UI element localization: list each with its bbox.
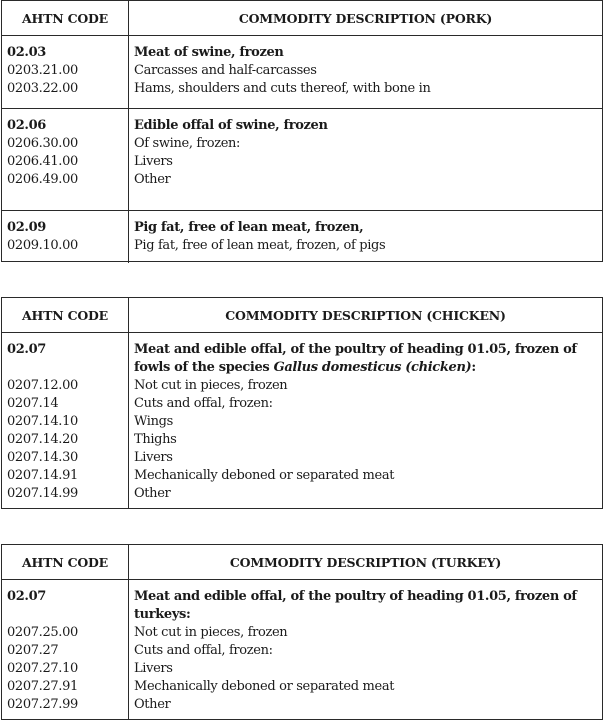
item-description: Other (134, 486, 171, 501)
code-cell (2, 211, 129, 263)
item-description: Thighs (134, 432, 177, 447)
item-code: 0207.27.99 (7, 697, 78, 712)
pork-commodity-table (1, 0, 603, 262)
code-cell (2, 109, 129, 210)
heading-description-line2 (134, 359, 602, 377)
header-commodity-description: COMMODITY DESCRIPTION (CHICKEN) (225, 307, 506, 323)
heading-description-line1: Meat and edible offal, of the poultry of heading 01.05, frozen of (134, 342, 577, 357)
table-row (2, 36, 602, 109)
heading-description: Edible offal of swine, frozen (134, 118, 328, 133)
item-description: Livers (134, 450, 173, 465)
heading-description: Meat of swine, frozen (134, 45, 284, 60)
header-ahtn-code: AHTN CODE (2, 298, 129, 332)
description-cell (129, 109, 602, 210)
chicken-commodity-table (1, 297, 603, 509)
item-code: 0207.14.91 (7, 468, 78, 483)
item-description: Pig fat, free of lean meat, frozen, of pigs (134, 238, 386, 253)
item-code: 0209.10.00 (7, 238, 78, 253)
description-cell (129, 333, 602, 509)
item-code: 0206.41.00 (7, 154, 78, 169)
item-code: 0207.27.91 (7, 679, 78, 694)
heading-description-suffix: : (471, 360, 476, 375)
heading-code: 02.09 (7, 220, 46, 235)
heading-code: 02.03 (7, 45, 46, 60)
item-description: Livers (134, 154, 173, 169)
description-cell (129, 580, 602, 720)
item-description: Mechanically deboned or separated meat (134, 679, 395, 694)
item-code: 0207.14.30 (7, 450, 78, 465)
description-cell (129, 36, 602, 108)
heading-code: 02.06 (7, 118, 46, 133)
item-code: 0207.25.00 (7, 625, 78, 640)
heading-code: 02.07 (7, 342, 46, 357)
item-description: Not cut in pieces, frozen (134, 378, 288, 393)
code-cell (2, 36, 129, 108)
item-code: 0207.12.00 (7, 378, 78, 393)
item-description: Carcasses and half-carcasses (134, 63, 317, 78)
turkey-commodity-table (1, 544, 603, 720)
table-row (2, 580, 602, 720)
item-description: Hams, shoulders and cuts thereof, with bone in (134, 81, 431, 96)
item-description: Cuts and offal, frozen: (134, 643, 273, 658)
item-code: 0206.30.00 (7, 136, 78, 151)
item-description: Other (134, 172, 171, 187)
item-code: 0207.14.10 (7, 414, 78, 429)
heading-description-prefix: fowls of the species (134, 360, 274, 375)
code-cell (2, 333, 129, 509)
item-code: 0207.14 (7, 396, 59, 411)
item-code: 0207.27 (7, 643, 59, 658)
header-commodity-description: COMMODITY DESCRIPTION (TURKEY) (229, 554, 502, 570)
code-cell (2, 580, 129, 720)
species-name: Gallus domesticus (chicken) (273, 360, 472, 375)
description-cell (129, 211, 602, 263)
item-description: Mechanically deboned or separated meat (134, 468, 395, 483)
header-commodity-description: COMMODITY DESCRIPTION (PORK) (238, 10, 493, 26)
spacer-line (7, 359, 128, 377)
heading-description: Pig fat, free of lean meat, frozen, (134, 220, 364, 235)
item-code: 0207.27.10 (7, 661, 78, 676)
item-code: 0203.22.00 (7, 81, 78, 96)
item-code: 0207.14.20 (7, 432, 78, 447)
heading-description-line1: Meat and edible offal, of the poultry of heading 01.05, frozen of (134, 589, 577, 604)
item-description: Not cut in pieces, frozen (134, 625, 288, 640)
item-description: Cuts and offal, frozen: (134, 396, 273, 411)
table-row (2, 109, 602, 211)
header-ahtn-code: AHTN CODE (2, 545, 129, 579)
item-code: 0203.21.00 (7, 63, 78, 78)
item-description: Of swine, frozen: (134, 136, 241, 151)
header-ahtn-code: AHTN CODE (2, 1, 129, 35)
item-description: Wings (134, 414, 173, 429)
heading-description-line2: turkeys: (134, 607, 191, 622)
spacer-line (7, 606, 128, 624)
table-row (2, 211, 602, 263)
table-header (2, 545, 602, 580)
item-description: Other (134, 697, 171, 712)
item-description: Livers (134, 661, 173, 676)
item-code: 0207.14.99 (7, 486, 78, 501)
heading-code: 02.07 (7, 589, 46, 604)
item-code: 0206.49.00 (7, 172, 78, 187)
table-row (2, 333, 602, 509)
table-header (2, 1, 602, 36)
table-header (2, 298, 602, 333)
